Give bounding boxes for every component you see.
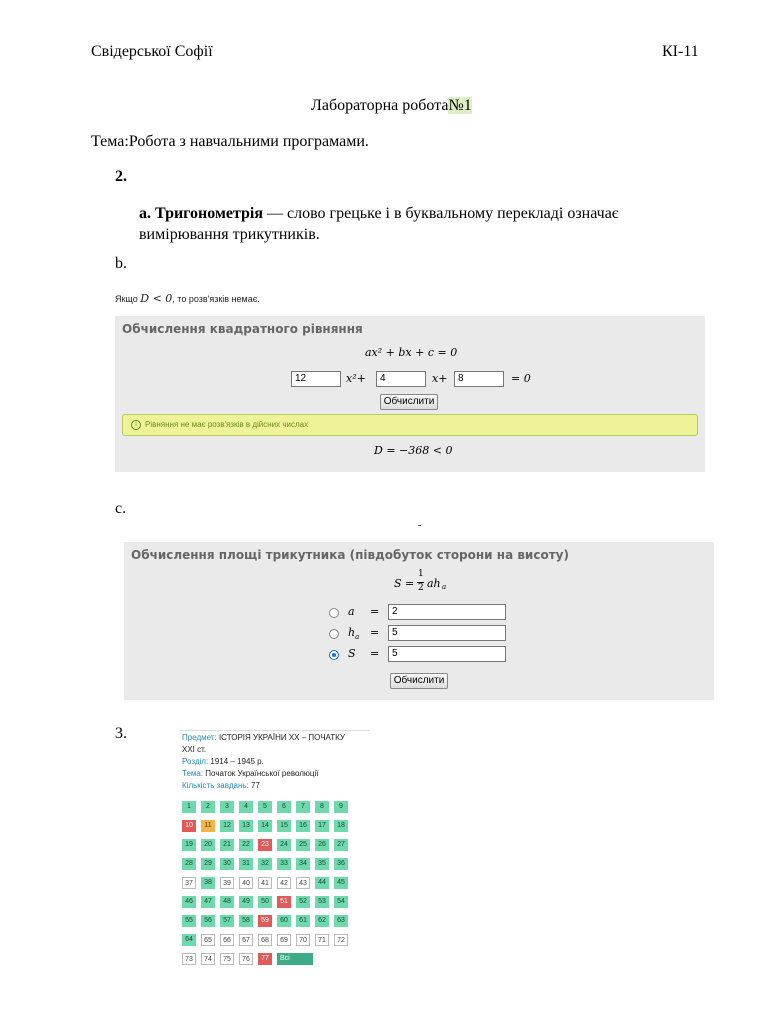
page-title	[311, 97, 472, 115]
task-cell[interactable]: 55	[182, 915, 196, 927]
task-cell[interactable]: 64	[182, 934, 196, 946]
task-cell[interactable]: 51	[277, 896, 291, 908]
section-value: 1914 – 1945 р.	[210, 757, 264, 766]
item-a-term: Тригонометрія	[155, 205, 264, 222]
task-cell[interactable]: 12	[220, 820, 234, 832]
theme-key: Тема:	[182, 769, 204, 778]
info-icon: i	[131, 420, 141, 430]
group-code: КІ-11	[662, 43, 699, 60]
x2-label: x²+	[346, 372, 366, 385]
task-cell[interactable]: 63	[334, 915, 348, 927]
quadratic-panel	[115, 316, 705, 472]
task-cell[interactable]: 52	[296, 896, 310, 908]
tri-eq: =	[370, 605, 380, 618]
task-cell[interactable]: 21	[220, 839, 234, 851]
task-cell[interactable]: 58	[239, 915, 253, 927]
task-cell[interactable]: 49	[239, 896, 253, 908]
coef-b-input[interactable]: 4	[376, 371, 426, 387]
task-cell[interactable]: 48	[220, 896, 234, 908]
author-name: Свідерської Софії	[91, 43, 213, 60]
task-cell[interactable]: 29	[201, 858, 215, 870]
triangle-panel	[124, 542, 714, 700]
quad-alert-text: Рівняння не має розв'язків в дійсних числах	[145, 420, 309, 429]
task-cell[interactable]: 7	[296, 801, 310, 813]
coef-a-input[interactable]: 12	[291, 371, 341, 387]
section-key: Розділ:	[182, 757, 209, 766]
task-cell[interactable]: 24	[277, 839, 291, 851]
task-cell[interactable]: 19	[182, 839, 196, 851]
task-cell[interactable]: 50	[258, 896, 272, 908]
quad-note	[115, 292, 260, 305]
task-cell[interactable]: 77	[258, 953, 272, 965]
title-text: Лабораторна робота	[311, 97, 449, 114]
tri-calc-button[interactable]: Обчислити	[390, 673, 448, 689]
quad-result: D = −368 < 0	[374, 444, 453, 457]
quad-calc-button[interactable]: Обчислити	[380, 394, 438, 410]
task-cell[interactable]: 15	[277, 820, 291, 832]
topic-line: Тема:Робота з навчальними програмами.	[91, 133, 369, 150]
task-cell[interactable]: 25	[296, 839, 310, 851]
tri-title: Обчислення площі трикутника (півдобуток сторони на висоту)	[131, 548, 569, 562]
tri-input-S[interactable]: 5	[388, 646, 506, 662]
all-tasks-button[interactable]: Всі завдання	[277, 953, 313, 965]
task-cell[interactable]: 17	[315, 820, 329, 832]
task-cell[interactable]: 75	[220, 953, 234, 965]
count-key: Кількість завдань:	[182, 781, 249, 790]
task-cell[interactable]: 76	[239, 953, 253, 965]
task-cell[interactable]: 60	[277, 915, 291, 927]
task-cell[interactable]: 54	[334, 896, 348, 908]
task-cell[interactable]: 37	[182, 877, 196, 889]
tri-formula-right: ah	[427, 577, 441, 590]
tri-radio-h[interactable]	[329, 629, 339, 639]
task-cell[interactable]: 1	[182, 801, 196, 813]
tri-eq: =	[370, 647, 380, 660]
quad-note-math: D < 0	[140, 292, 173, 305]
tri-var-h: $h_a$	[348, 626, 360, 642]
task-cell[interactable]: 10	[182, 820, 196, 832]
task-cell[interactable]: 36	[334, 858, 348, 870]
count-value: 77	[251, 781, 260, 790]
task-cell[interactable]: 33	[277, 858, 291, 870]
tri-input-h[interactable]: 5	[388, 625, 506, 641]
tri-formula-num: 1	[418, 569, 424, 579]
task-cell[interactable]: 70	[296, 934, 310, 946]
tri-radio-S[interactable]	[329, 650, 339, 660]
info-count	[182, 781, 260, 790]
quad-title: Обчислення квадратного рівняння	[122, 322, 363, 336]
quad-formula: ax² + bx + c = 0	[365, 346, 458, 359]
item-a-text: — слово грецьке і в буквальному перекладі означає	[267, 205, 619, 222]
item-c-dash: -	[418, 520, 422, 531]
task-cell[interactable]: 39	[220, 877, 234, 889]
task-cell[interactable]: 62	[315, 915, 329, 927]
task-cell[interactable]: 61	[296, 915, 310, 927]
task-cell[interactable]: 46	[182, 896, 196, 908]
task-cell[interactable]: 44	[315, 877, 329, 889]
task-cell[interactable]: 40	[239, 877, 253, 889]
quad-note-prefix: Якщо	[115, 294, 138, 304]
task-cell[interactable]: 8	[315, 801, 329, 813]
tri-input-a[interactable]: 2	[388, 604, 506, 620]
subject-value: ІСТОРІЯ УКРАЇНИ XX – ПОЧАТКУ	[218, 733, 345, 742]
subject-value-2: XXI ст.	[182, 745, 207, 754]
info-subject	[182, 733, 345, 742]
x-label: x+	[432, 372, 448, 385]
task-cell[interactable]: 53	[315, 896, 329, 908]
theme-value: Початок Української революції	[205, 769, 319, 778]
task-cell[interactable]: 11	[201, 820, 215, 832]
task-cell[interactable]: 65	[201, 934, 215, 946]
task-cell[interactable]: 68	[258, 934, 272, 946]
tri-var-a: a	[348, 605, 355, 618]
task-cell[interactable]: 42	[277, 877, 291, 889]
section-3-label: 3.	[115, 725, 127, 742]
task-cell[interactable]: 31	[239, 858, 253, 870]
task-cell[interactable]: 69	[277, 934, 291, 946]
task-cell[interactable]: 74	[201, 953, 215, 965]
task-cell[interactable]: 13	[239, 820, 253, 832]
task-cell[interactable]: 34	[296, 858, 310, 870]
task-cell[interactable]: 67	[239, 934, 253, 946]
task-cell[interactable]: 43	[296, 877, 310, 889]
task-cell[interactable]: 3	[220, 801, 234, 813]
task-cell[interactable]: 72	[334, 934, 348, 946]
item-a-label: a.	[139, 205, 151, 222]
task-cell[interactable]: 20	[201, 839, 215, 851]
task-cell[interactable]: 47	[201, 896, 215, 908]
task-cell[interactable]: 23	[258, 839, 272, 851]
task-cell[interactable]: 59	[258, 915, 272, 927]
info-section	[182, 757, 264, 766]
section-2-label: 2.	[115, 168, 127, 185]
coef-c-input[interactable]: 8	[454, 371, 504, 387]
info-divider	[180, 730, 370, 731]
task-cell[interactable]: 27	[334, 839, 348, 851]
task-cell[interactable]: 16	[296, 820, 310, 832]
subject-key: Предмет:	[182, 733, 217, 742]
task-cell[interactable]: 4	[239, 801, 253, 813]
item-b-label: b.	[115, 255, 127, 272]
tri-var-S: S	[348, 647, 356, 660]
task-cell[interactable]: 2	[201, 801, 215, 813]
task-cell[interactable]: 26	[315, 839, 329, 851]
task-cell[interactable]: 6	[277, 801, 291, 813]
tri-formula-sub: a	[442, 583, 447, 591]
item-c-label: c.	[115, 500, 127, 517]
task-cell[interactable]: 22	[239, 839, 253, 851]
tri-radio-a[interactable]	[329, 608, 339, 618]
task-cell[interactable]: 71	[315, 934, 329, 946]
task-cell[interactable]: 32	[258, 858, 272, 870]
task-cell[interactable]: 30	[220, 858, 234, 870]
tri-eq: =	[370, 626, 380, 639]
quad-alert	[122, 414, 698, 436]
item-a-text-2: вимірювання трикутників.	[139, 226, 320, 243]
task-cell[interactable]: 35	[315, 858, 329, 870]
task-cell[interactable]: 56	[201, 915, 215, 927]
task-cell[interactable]: 5	[258, 801, 272, 813]
task-cell[interactable]: 14	[258, 820, 272, 832]
task-cell[interactable]: 41	[258, 877, 272, 889]
tri-formula-den: 2	[418, 583, 424, 593]
task-cell[interactable]: 57	[220, 915, 234, 927]
task-cell[interactable]: 66	[220, 934, 234, 946]
info-theme	[182, 769, 319, 778]
task-cell[interactable]: 38	[201, 877, 215, 889]
title-number: №1	[448, 97, 472, 114]
task-cell[interactable]: 45	[334, 877, 348, 889]
quad-note-suffix: , то розв'язків немає.	[172, 294, 260, 304]
task-cell[interactable]: 9	[334, 801, 348, 813]
item-a-paragraph	[139, 203, 699, 245]
task-cell[interactable]: 18	[334, 820, 348, 832]
eq-label: = 0	[511, 372, 531, 385]
task-cell[interactable]: 73	[182, 953, 196, 965]
tri-formula-left: S =	[394, 577, 415, 590]
task-cell[interactable]: 28	[182, 858, 196, 870]
